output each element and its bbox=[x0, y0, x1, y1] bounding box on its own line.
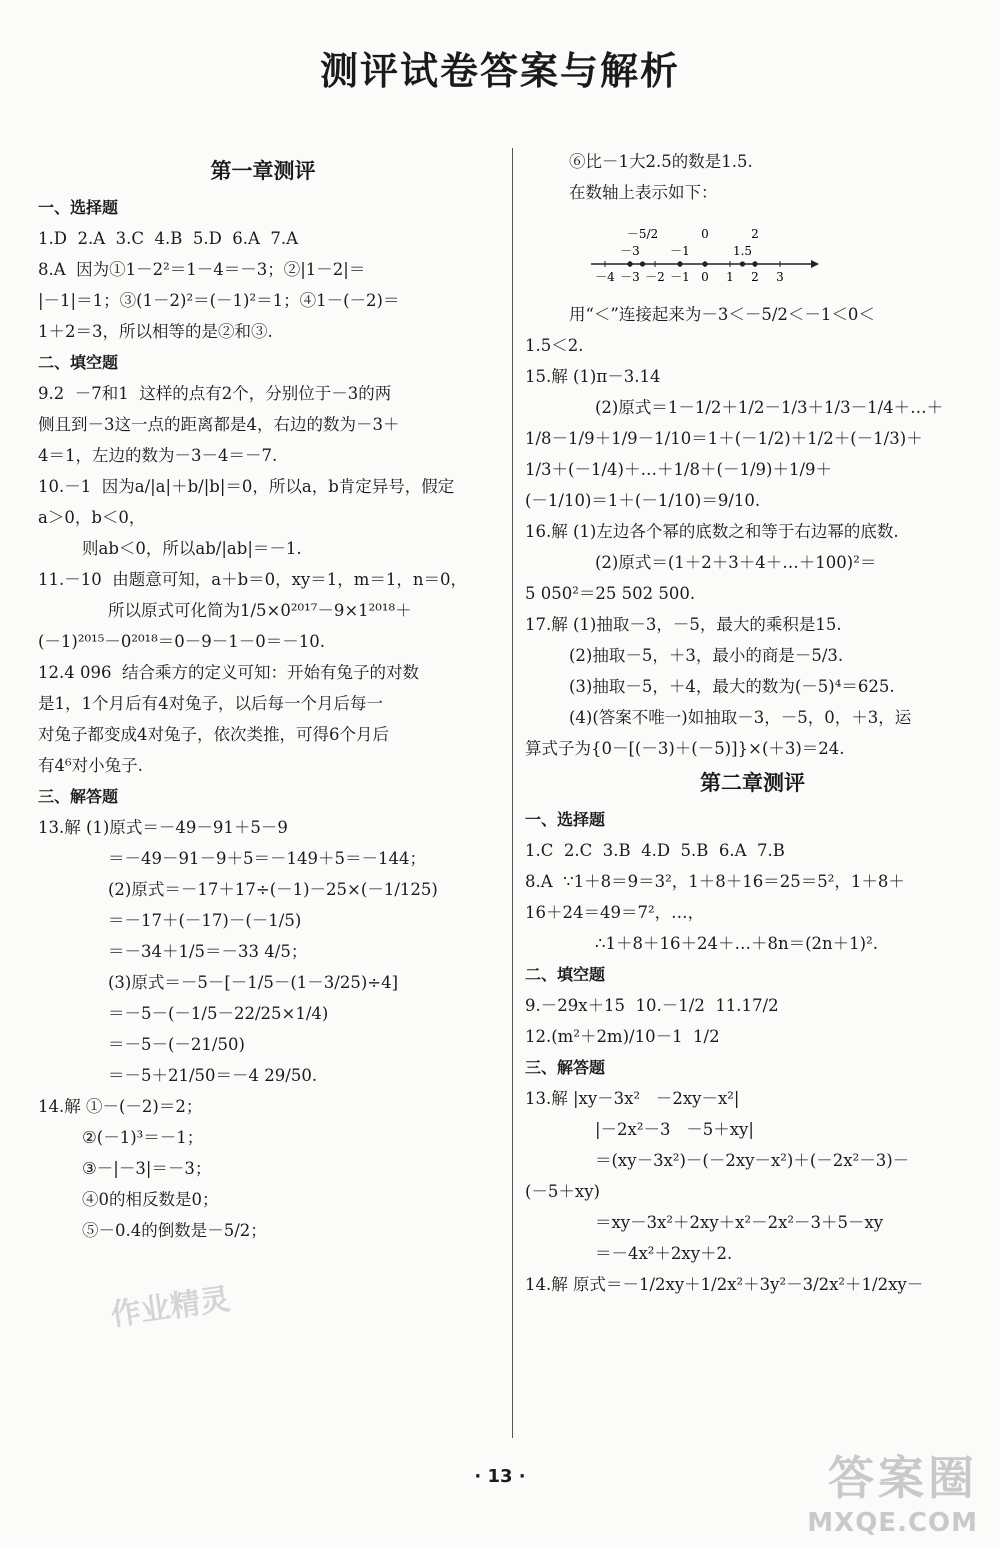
stamp-watermark: 作业精灵 bbox=[108, 1281, 233, 1334]
text-line: 9.－29x＋15 10.－1/2 11.17/2 bbox=[525, 996, 779, 1016]
text-line: 用“＜”连接起来为－3＜－5/2＜－1＜0＜ bbox=[569, 304, 875, 324]
left-lines bbox=[38, 196, 488, 1243]
section-heading: 一、选择题 bbox=[525, 810, 606, 830]
text-line: 13.解 (1)原式＝－49－91＋5－9 bbox=[38, 818, 288, 838]
right-column bbox=[525, 150, 980, 1304]
number-line-arrow bbox=[811, 260, 819, 268]
text-line: 1.5＜2. bbox=[525, 335, 584, 355]
text-line: 8.A 因为①1－2²＝1－4＝－3；②|1－2|＝ bbox=[38, 260, 366, 280]
text-line: ⑥比－1大2.5的数是1.5. bbox=[569, 152, 753, 171]
number-line-tick-label: －3 bbox=[620, 270, 640, 284]
text-line: 侧且到－3这一点的距离都是4，右边的数为－3＋ bbox=[38, 415, 400, 435]
text-line: ＝(xy－3x²)－(－2xy－x²)＋(－2x²－3)－ bbox=[595, 1151, 910, 1171]
text-line: ③－|－3|＝－3； bbox=[82, 1159, 212, 1179]
number-line-tick-label: －2 bbox=[645, 270, 665, 284]
text-line: (3)抽取－5，＋4，最大的数为(－5)⁴＝625. bbox=[569, 676, 895, 696]
text-line: 则ab＜0，所以ab/|ab|＝－1. bbox=[82, 539, 302, 559]
text-line: (2)原式＝1－1/2＋1/2－1/3＋1/3－1/4＋…＋ bbox=[595, 397, 944, 417]
number-line-tick-label: －1 bbox=[670, 270, 690, 284]
text-line: ＝－4x²＋2xy＋2. bbox=[595, 1244, 733, 1264]
number-line-point bbox=[627, 261, 632, 266]
text-line: 10.－1 因为a/|a|＋b/|b|＝0，所以a，b肯定异号，假定 bbox=[38, 477, 455, 497]
text-line: 1.C 2.C 3.B 4.D 5.B 6.A 7.B bbox=[525, 841, 785, 861]
number-line-tick-label: 0 bbox=[701, 270, 709, 284]
text-line: |－1|＝1；③(1－2)²＝(－1)²＝1；④1－(－2)＝ bbox=[38, 291, 400, 311]
text-line: 是1，1个月后有4对兔子，以后每一个月后每一 bbox=[38, 694, 383, 714]
number-line-point-label: －3 bbox=[620, 244, 640, 258]
text-line: 8.A ∵1＋8＝9＝3²，1＋8＋16＝25＝5²，1＋8＋ bbox=[525, 872, 905, 892]
section-heading: 三、解答题 bbox=[525, 1058, 606, 1078]
number-line-points bbox=[620, 227, 759, 267]
text-line: (4)(答案不唯一)如抽取－3，－5，0，＋3，运 bbox=[569, 707, 912, 727]
number-line-tick-label: 3 bbox=[776, 270, 784, 284]
left-column bbox=[38, 150, 488, 1250]
text-line: ＝－5－(－21/50) bbox=[108, 1035, 245, 1055]
text-line: 5 050²＝25 502 500. bbox=[525, 583, 696, 603]
text-line: 1/8－1/9＋1/9－1/10＝1＋(－1/2)＋1/2＋(－1/3)＋ bbox=[525, 428, 923, 448]
watermark-url: MXQE.COM bbox=[807, 1508, 978, 1538]
text-line: 11.－10 由题意可知，a＋b＝0，xy＝1，m＝1，n＝0， bbox=[38, 570, 468, 590]
section-heading: 二、填空题 bbox=[38, 353, 119, 373]
text-line: 13.解 |xy－3x² －2xy－x²| bbox=[525, 1089, 740, 1109]
text-line: ＝－34＋1/5＝－33 4/5； bbox=[108, 942, 308, 962]
text-line: (2)原式＝(1＋2＋3＋4＋…＋100)²＝ bbox=[595, 552, 877, 572]
right-lines-middle bbox=[525, 303, 980, 761]
number-line-point-label: －1 bbox=[670, 244, 690, 258]
text-line: ②(－1)³＝－1； bbox=[82, 1128, 204, 1148]
text-line: 15.解 (1)π－3.14 bbox=[525, 366, 661, 386]
text-line: 14.解 ①－(－2)＝2； bbox=[38, 1097, 203, 1117]
text-line: 所以原式可化简为1/5×0²⁰¹⁷－9×1²⁰¹⁸＋ bbox=[108, 601, 412, 621]
text-line: 1＋2＝3，所以相等的是②和③. bbox=[38, 322, 273, 342]
text-line: (2)原式＝－17＋17÷(－1)－25×(－1/125) bbox=[108, 880, 438, 900]
text-line: 16.解 (1)左边各个幂的底数之和等于右边幂的底数. bbox=[525, 521, 899, 541]
text-line: ＝－5＋21/50＝－4 29/50. bbox=[108, 1066, 318, 1086]
number-line-point bbox=[677, 261, 682, 266]
right-lines-bottom bbox=[525, 808, 980, 1297]
section-heading: 二、填空题 bbox=[525, 965, 606, 985]
text-line: ＝－5－(－1/5－22/25×1/4) bbox=[108, 1004, 329, 1024]
column-divider bbox=[512, 148, 513, 1438]
text-line: 在数轴上表示如下： bbox=[569, 183, 718, 202]
number-line-point bbox=[640, 261, 645, 266]
number-line-point-label: 1.5 bbox=[732, 244, 753, 258]
page-title: 测评试卷答案与解析 bbox=[319, 49, 680, 93]
text-line: 1/3＋(－1/4)＋…＋1/8＋(－1/9)＋1/9＋ bbox=[525, 459, 833, 479]
number-line-tick-label: 2 bbox=[751, 270, 759, 284]
text-line: (2)抽取－5，＋3，最小的商是－5/3. bbox=[569, 645, 844, 665]
text-line: ∴1＋8＋16＋24＋…＋8n＝(2n＋1)². bbox=[595, 934, 878, 954]
text-line: 12.4 096 结合乘方的定义可知：开始有兔子的对数 bbox=[38, 663, 419, 683]
chapter-heading-2: 第二章测评 bbox=[700, 770, 805, 795]
text-line: a＞0，b＜0， bbox=[38, 508, 146, 528]
text-line: 1.D 2.A 3.C 4.B 5.D 6.A 7.A bbox=[38, 229, 299, 249]
text-line: ④0的相反数是0； bbox=[82, 1190, 219, 1210]
text-line: (－5＋xy) bbox=[525, 1182, 600, 1202]
text-line: 对兔子都变成4对兔子，依次类推，可得6个月后 bbox=[38, 725, 389, 745]
text-line: ＝－17＋(－17)－(－1/5) bbox=[108, 911, 302, 931]
text-line: 4＝1，左边的数为－3－4＝－7. bbox=[38, 446, 278, 466]
number-line-point bbox=[752, 261, 757, 266]
section-heading: 三、解答题 bbox=[38, 787, 119, 807]
page-number: · 13 · bbox=[474, 1466, 526, 1487]
number-line-diagram bbox=[585, 216, 825, 290]
number-line-tick-label: －4 bbox=[595, 270, 615, 284]
text-line: ＝xy－3x²＋2xy＋x²－2x²－3＋5－xy bbox=[595, 1213, 884, 1233]
number-line-point-label: 0 bbox=[701, 227, 709, 241]
text-line: 9.2 －7和1 这样的点有2个，分别位于－3的两 bbox=[38, 384, 392, 404]
text-line: 算式子为{0－[(－3)＋(－5)]}×(＋3)＝24. bbox=[525, 738, 845, 758]
text-line: 16＋24＝49＝7²，…， bbox=[525, 903, 705, 923]
number-line-point-label: 2 bbox=[751, 227, 759, 241]
text-line: ⑤－0.4的倒数是－5/2； bbox=[82, 1221, 267, 1241]
number-line-tick-label: 1 bbox=[726, 270, 734, 284]
text-line: (－1)²⁰¹⁵－0²⁰¹⁸＝0－9－1－0＝－10. bbox=[38, 632, 326, 652]
text-line: 有4⁶对小兔子. bbox=[38, 756, 143, 776]
number-line-point bbox=[740, 261, 745, 266]
text-line: ＝－49－91－9＋5＝－149＋5＝－144； bbox=[108, 849, 426, 869]
text-line: 17.解 (1)抽取－3，－5，最大的乘积是15. bbox=[525, 614, 842, 634]
section-heading: 一、选择题 bbox=[38, 198, 119, 218]
site-watermark bbox=[807, 1442, 978, 1538]
watermark-logo-text: 答案圈 bbox=[828, 1451, 978, 1505]
text-line: 14.解 原式＝－1/2xy＋1/2x²＋3y²－3/2x²＋1/2xy－ bbox=[525, 1275, 924, 1295]
text-line: (－1/10)＝1＋(－1/10)＝9/10. bbox=[525, 490, 761, 510]
chapter-heading-1: 第一章测评 bbox=[210, 159, 316, 183]
text-line: 12.(m²＋2m)/10－1 1/2 bbox=[525, 1027, 720, 1047]
number-line-point bbox=[702, 261, 707, 266]
text-line: |－2x²－3 －5＋xy| bbox=[595, 1120, 754, 1140]
text-line: (3)原式＝－5－[－1/5－(1－3/25)÷4] bbox=[108, 973, 399, 993]
right-lines-top bbox=[525, 150, 980, 205]
number-line-point-label: －5/2 bbox=[626, 227, 659, 241]
